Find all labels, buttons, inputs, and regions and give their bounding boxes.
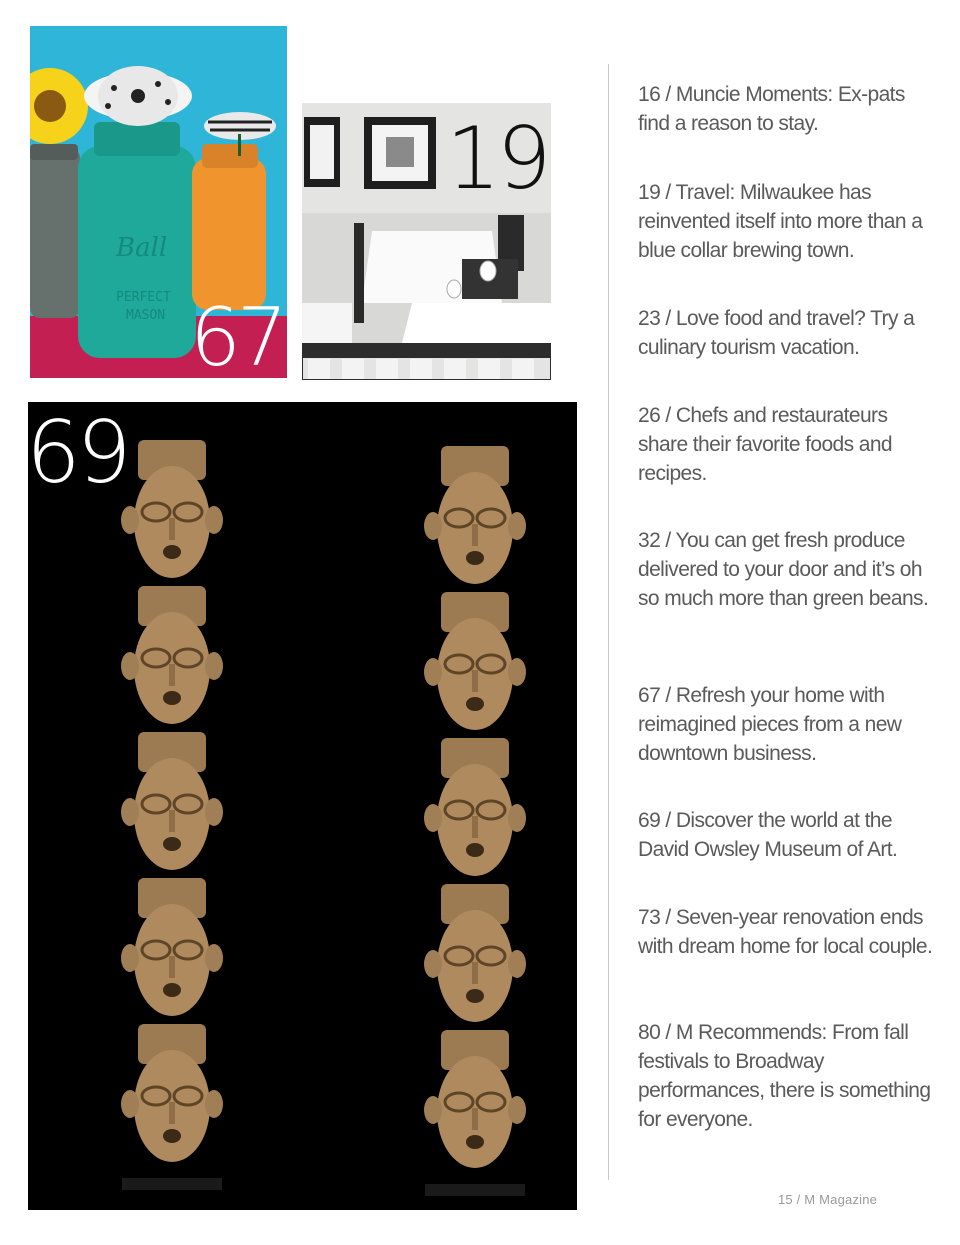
svg-text:MASON: MASON xyxy=(126,308,166,323)
toc-item[interactable]: 69 / Discover the world at the David Owsley Museum of Art. xyxy=(638,809,898,861)
page-footer: 15 / M Magazine xyxy=(778,1192,878,1207)
carved-wooden-totem-sculptures-image xyxy=(28,402,577,1210)
svg-text:Ball: Ball xyxy=(116,233,168,263)
sculptures-photo xyxy=(28,402,577,1210)
toc-item[interactable]: 26 / Chefs and restaurateurs share their favorite foods and recipes. xyxy=(638,404,892,485)
toc-item[interactable]: 16 / Muncie Moments: Ex-pats find a reason to stay. xyxy=(638,83,905,135)
toc-item[interactable]: 23 / Love food and travel? Try a culinary tourism vacation. xyxy=(638,307,915,359)
sculptures-page-number: 69 xyxy=(26,403,128,503)
jars-page-number: 67 xyxy=(190,291,284,384)
toc-item[interactable]: 80 / M Recommends: From fall festivals to Broadway performances, there is something for everyone. xyxy=(638,1021,931,1131)
toc-item[interactable]: 19 / Travel: Milwaukee has reinvented itself into more than a blue collar brewing town. xyxy=(638,181,923,262)
toc-item[interactable]: 67 / Refresh your home with reimagined pieces from a new downtown business. xyxy=(638,684,902,765)
toc-item[interactable]: 32 / You can get fresh produce delivered to your door and it’s oh so much more than green beans. xyxy=(638,529,929,610)
column-divider xyxy=(608,64,609,1180)
svg-text:PERFECT: PERFECT xyxy=(116,290,171,305)
toc-item[interactable]: 73 / Seven-year renovation ends with dream home for local couple. xyxy=(638,906,933,958)
restaurant-page-number: 19 xyxy=(446,109,548,209)
